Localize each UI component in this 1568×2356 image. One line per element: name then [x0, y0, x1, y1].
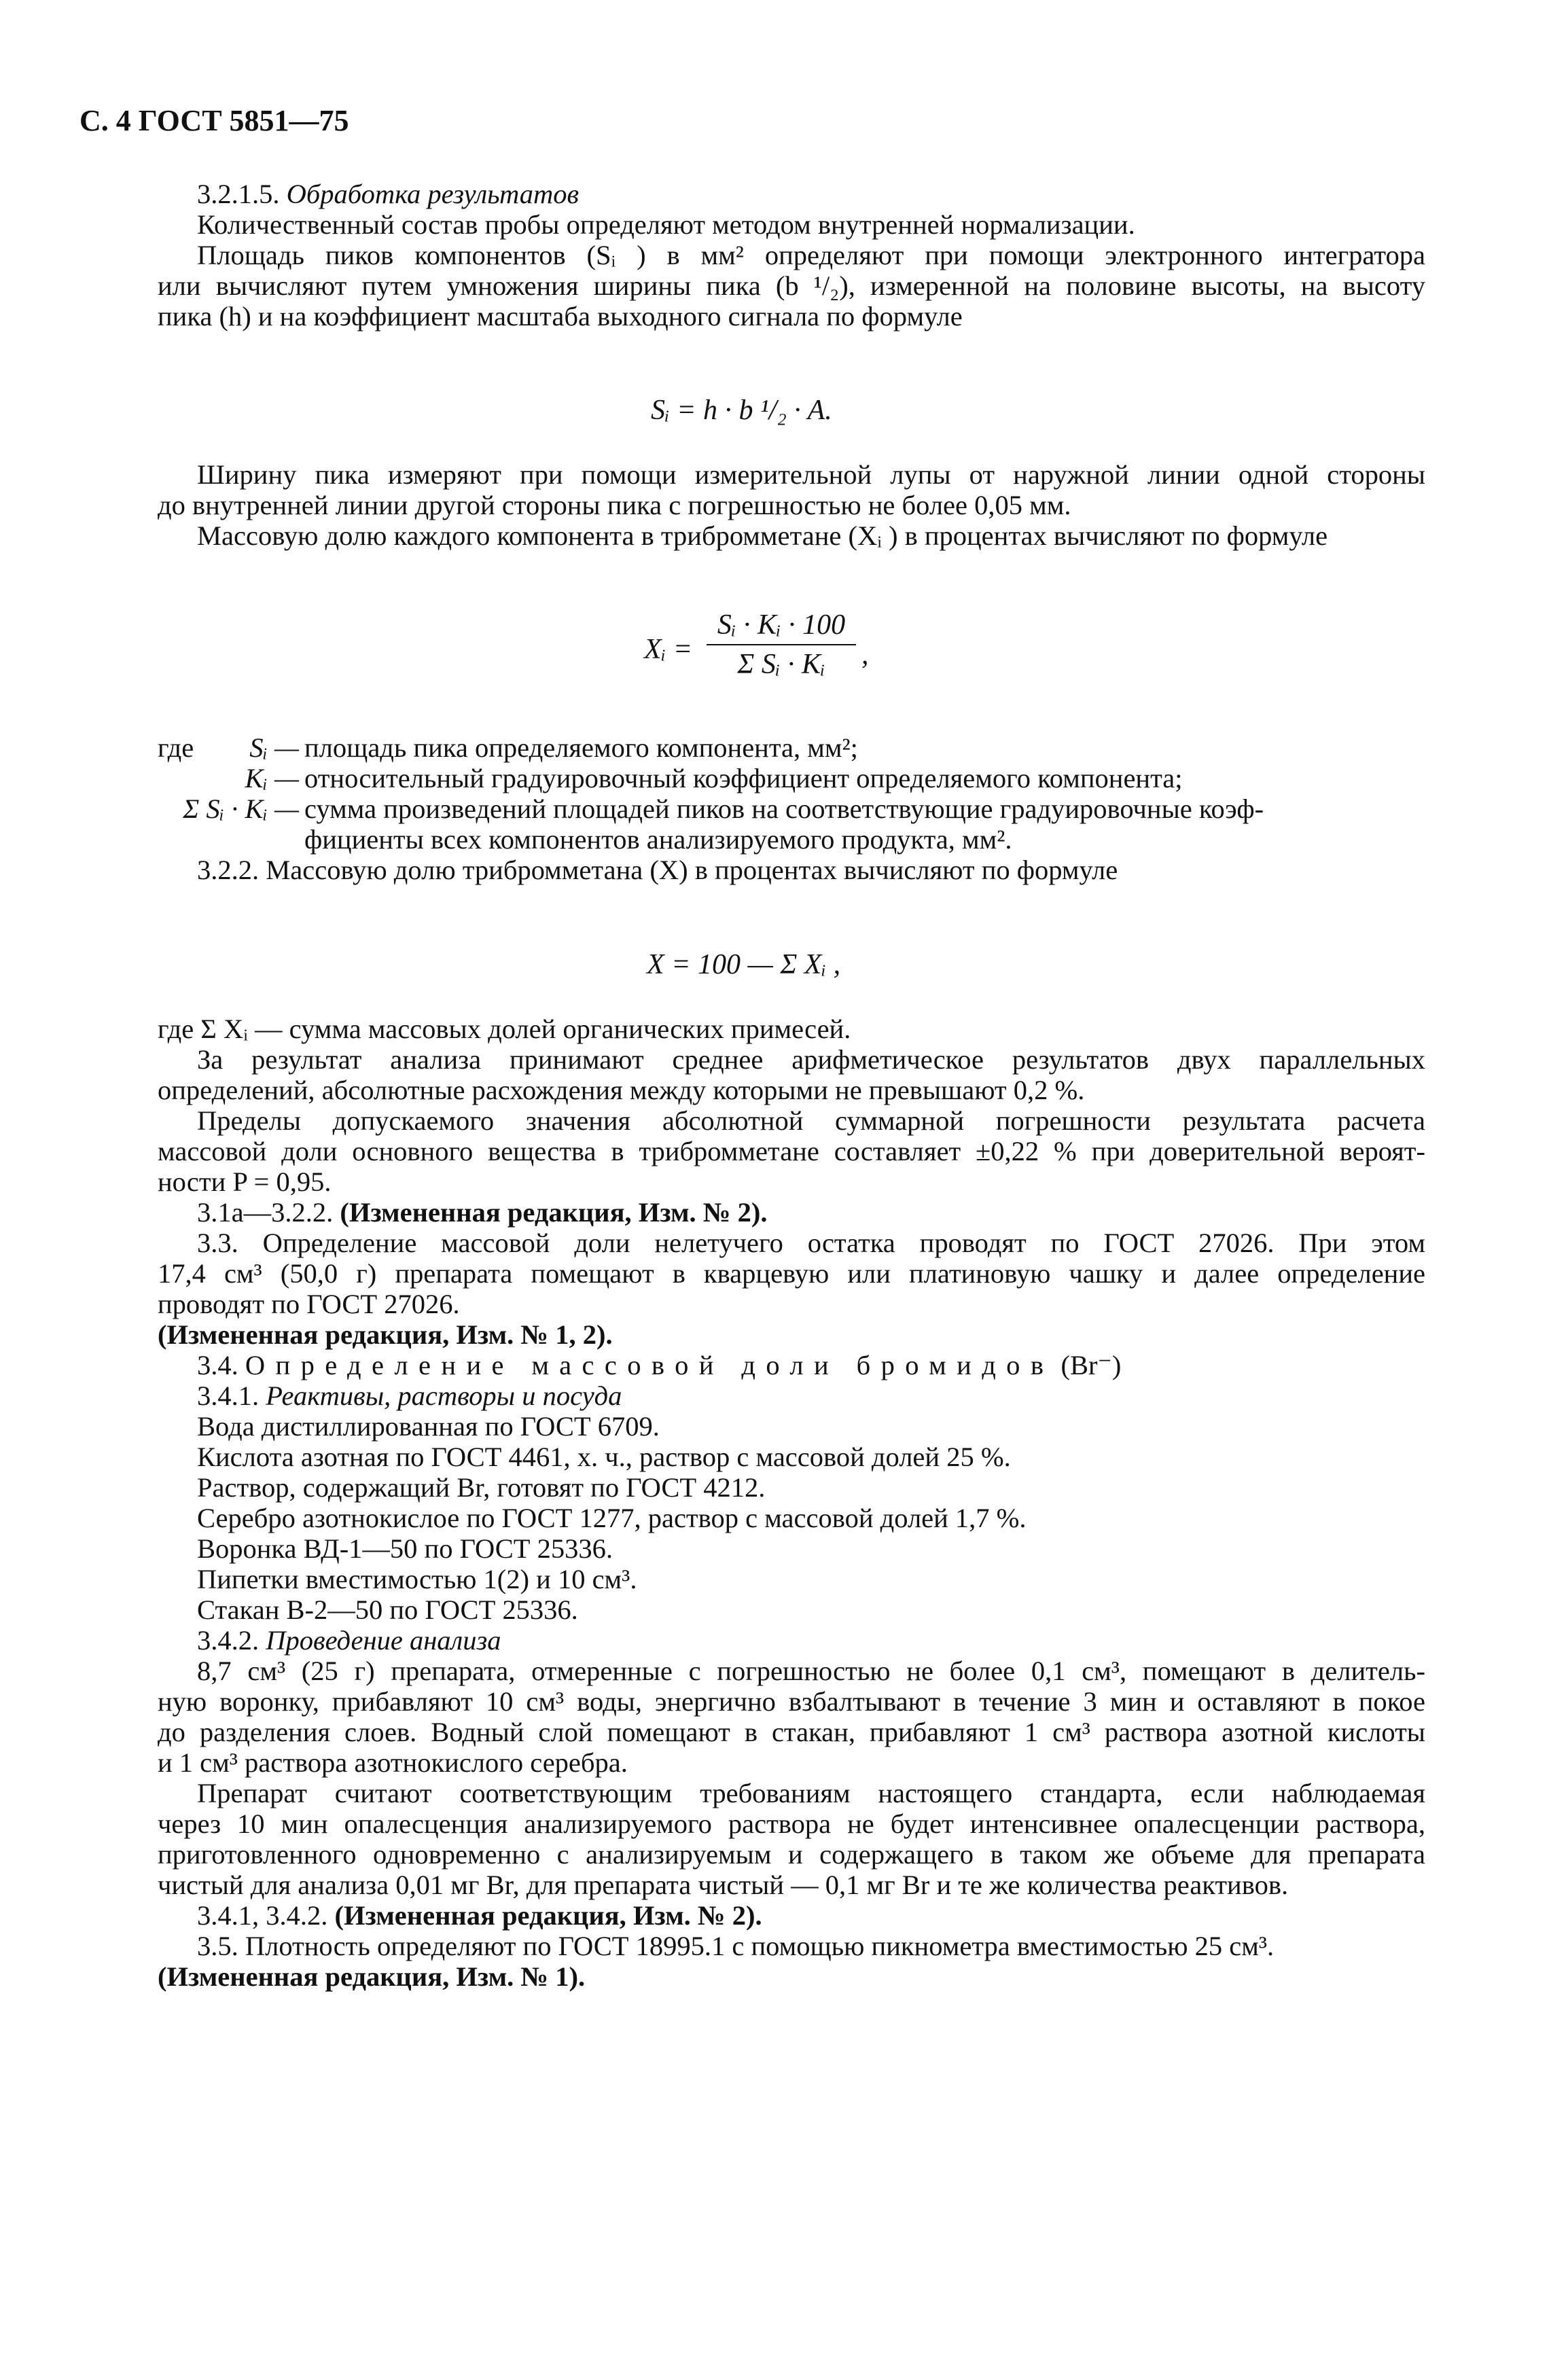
paragraph-line: определений, абсолютные расхождения между которыми не превышают 0,2 %. [158, 1075, 1085, 1105]
paragraph-line: 8,7 см³ (25 г) препарата, отмеренные с погрешностью не более 0,1 см³, помещают в делитель- [197, 1656, 1425, 1686]
paragraph-line: 3.3. Определение массовой доли нелетучего остатка проводят по ГОСТ 27026. При этом [197, 1228, 1425, 1258]
formula-tribromomethane: X = 100 — Σ Xᵢ , [647, 949, 841, 980]
legend-text: относительный градуировочный коэффициент определяемого компонента; [304, 763, 1183, 793]
page-header: С. 4 ГОСТ 5851—75 [79, 104, 349, 137]
paragraph: 3.2.2. Массовую долю трибромметана (X) в процентах вычисляют по формуле [197, 855, 1118, 885]
section-heading-3-4-1: 3.4.1. Реактивы, растворы и посуда [197, 1380, 622, 1411]
paragraph-line: приготовленного одновременно с анализируемым и содержащего в таком же объеме для препарата [158, 1839, 1425, 1870]
list-item: Стакан В-2—50 по ГОСТ 25336. [197, 1594, 578, 1625]
paragraph-line: до разделения слоев. Водный слой помещают в стакан, прибавляют 1 см³ раствора азотной кислоты [158, 1717, 1425, 1747]
paragraph-line: и 1 см³ раствора азотнокислого серебра. [158, 1747, 628, 1778]
fraction-numerator: Sᵢ · Kᵢ · 100 [707, 609, 856, 645]
list-item: Воронка ВД-1—50 по ГОСТ 25336. [197, 1533, 613, 1564]
formula-tail: , [861, 639, 869, 671]
paragraph-line: через 10 мин опалесценция анализируемого раствора не будет интенсивнее опалесценции раствора, [158, 1808, 1425, 1839]
paragraph: 3.5. Плотность определяют по ГОСТ 18995.1 с помощью пикнометра вместимостью 25 см³. [197, 1931, 1275, 1961]
paragraph-line: За результат анализа принимают среднее арифметическое результатов двух параллельных [197, 1044, 1425, 1075]
list-item: Пипетки вместимостью 1(2) и 10 см³. [197, 1564, 637, 1594]
formula-fraction [707, 609, 856, 681]
paragraph-line: Площадь пиков компонентов (Sᵢ ) в мм² определяют при помощи электронного интегратора [197, 240, 1425, 270]
legend-text: сумма произведений площадей пиков на соответствующие градуировочные коэф- [304, 793, 1264, 824]
paragraph-line: ности P = 0,95. [158, 1166, 332, 1197]
section-heading-3-2-1-5: 3.2.1.5. Обработка результатов [197, 179, 580, 209]
legend-symbol: Σ Sᵢ · Kᵢ — [183, 793, 299, 824]
paragraph-line: проводят по ГОСТ 27026. [158, 1289, 460, 1319]
amendment-note: 3.4.1, 3.4.2. (Измененная редакция, Изм. № 2). [197, 1900, 762, 1931]
paragraph-line: до внутренней линии другой стороны пика с погрешностью не более 0,05 мм. [158, 490, 1071, 520]
list-item: Раствор, содержащий Br, готовят по ГОСТ 4212. [197, 1472, 766, 1503]
section-heading-3-4-2: 3.4.2. Проведение анализа [197, 1625, 501, 1656]
amendment-note: 3.1а—3.2.2. (Измененная редакция, Изм. № 2). [197, 1197, 768, 1228]
list-item: Кислота азотная по ГОСТ 4461, х. ч., раствор с массовой долей 25 %. [197, 1442, 1011, 1472]
paragraph-line: Ширину пика измеряют при помощи измерительной лупы от наружной линии одной стороны [197, 459, 1425, 490]
amendment-note: (Измененная редакция, Изм. № 1). [158, 1961, 586, 1992]
paragraph-line: или вычисляют путем умножения ширины пика (b ¹/₂), измеренной на половине высоты, на высоту [158, 270, 1425, 301]
legend-line: где Σ Xᵢ — сумма массовых долей органических примесей. [158, 1014, 851, 1044]
legend-symbol: Sᵢ — [249, 732, 299, 763]
fraction-denominator: Σ Sᵢ · Kᵢ [737, 649, 825, 680]
paragraph-line: пика (h) и на коэффициент масштаба выходного сигнала по формуле [158, 301, 963, 332]
formula-lhs: Xᵢ = [644, 634, 693, 665]
legend-text: площадь пика определяемого компонента, мм²; [304, 732, 858, 763]
paragraph: Массовую долю каждого компонента в трибромметане (Xᵢ ) в процентах вычисляют по формуле [197, 520, 1328, 551]
legend-where: где [158, 732, 194, 763]
paragraph-line: 17,4 см³ (50,0 г) препарата помещают в кварцевую или платиновую чашку и далее определение [158, 1258, 1425, 1289]
paragraph-line: Пределы допускаемого значения абсолютной суммарной погрешности результата расчета [197, 1105, 1425, 1136]
formula-peak-area: Sᵢ = h · b ¹/₂ · A. [651, 395, 832, 426]
section-heading-3-4: 3.4. Определение массовой доли бромидов (Br⁻) [197, 1350, 1122, 1380]
amendment-note: (Измененная редакция, Изм. № 1, 2). [158, 1319, 613, 1350]
paragraph-line: ную воронку, прибавляют 10 см³ воды, энергично взбалтывают в течение 3 мин и оставляют в покое [158, 1686, 1425, 1717]
paragraph-line: Препарат считают соответствующим требованиям настоящего стандарта, если наблюдаемая [197, 1778, 1425, 1808]
paragraph-line: чистый для анализа 0,01 мг Br, для препарата чистый — 0,1 мг Br и те же количества реактивов. [158, 1870, 1289, 1900]
legend-text: фициенты всех компонентов анализируемого продукта, мм². [304, 824, 1012, 855]
paragraph-line: массовой доли основного вещества в трибромметане составляет ±0,22 % при доверительной вероят- [158, 1136, 1425, 1166]
legend-symbol: Kᵢ — [245, 763, 299, 793]
paragraph: Количественный состав пробы определяют методом внутренней нормализации. [197, 209, 1135, 240]
list-item: Серебро азотнокислое по ГОСТ 1277, раствор с массовой долей 1,7 %. [197, 1503, 1027, 1533]
list-item: Вода дистиллированная по ГОСТ 6709. [197, 1411, 660, 1442]
